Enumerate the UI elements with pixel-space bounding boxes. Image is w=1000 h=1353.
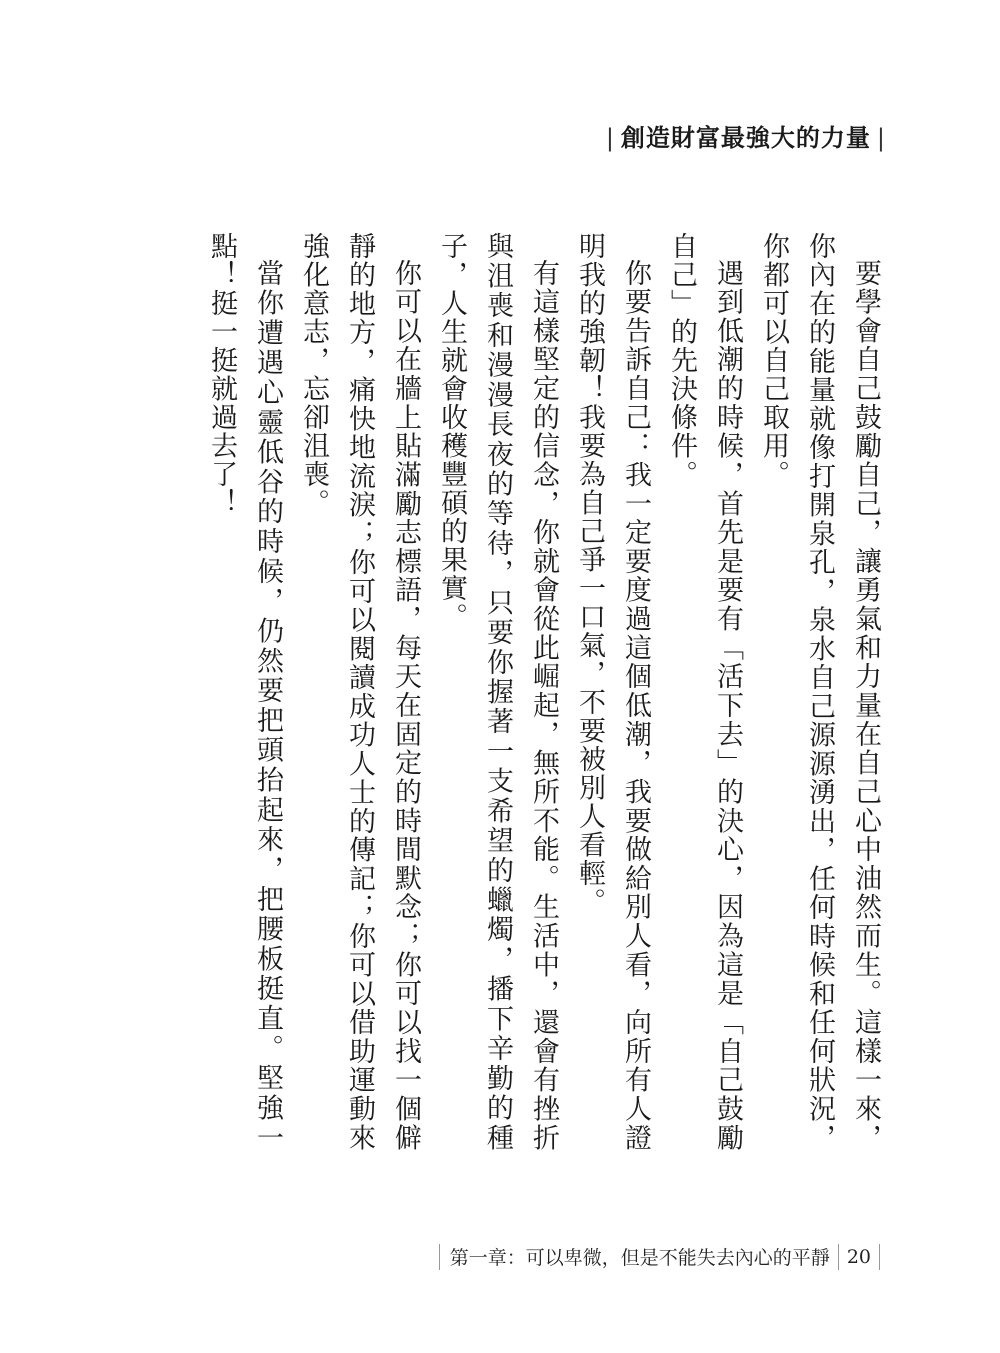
paragraph: 要學會自己鼓勵自己，讓勇氣和力量在自己心中油然而生。這樣一來，你內在的能量就像打開泉孔，泉水自己源源湧出，任何時候和任何狀況，你都可以自己取用。 [758, 232, 881, 1152]
paragraph: 遇到低潮的時候，首先是要有「活下去」的決心，因為這是「自己鼓勵自己」的先決條件。 [666, 232, 743, 1152]
footer-divider [838, 1244, 839, 1270]
page-number: 20 [846, 1245, 871, 1268]
paragraph: 你要告訴自己：我一定要度過這個低潮，我要做給別人看，向所有人證明我的強韌！我要為自己爭一口氣，不要被別人看輕。 [574, 232, 651, 1152]
paragraph: 當你遭遇心靈低谷的時候，仍然要把頭抬起來，把腰板挺直。堅強一點！挺一挺就過去了！ [206, 232, 283, 1152]
header-divider-right: | [876, 124, 886, 152]
paragraph: 有這樣堅定的信念，你就會從此崛起，無所不能。生活中，還會有挫折與沮喪和漫漫長夜的等待，只要你握著一支希望的蠟燭，播下辛勤的種子，人生就會收穫豐碩的果實。 [436, 232, 559, 1152]
footer-divider [879, 1244, 880, 1270]
paragraph: 你可以在牆上貼滿勵志標語，每天在固定的時間默念；你可以找一個僻靜的地方，痛快地流淚；你可以閱讀成功人士的傳記；你可以借助運動來強化意志，忘卻沮喪。 [298, 232, 421, 1152]
running-footer [431, 1243, 888, 1270]
header-divider-left: | [605, 124, 615, 152]
header-title: 創造財富最強大的力量 [620, 124, 871, 152]
footer-divider [439, 1244, 440, 1270]
running-header [600, 118, 892, 153]
footer-chapter-title: 第一章：可以卑微，但是不能失去內心的平靜 [449, 1247, 830, 1269]
body-text [198, 232, 888, 1152]
